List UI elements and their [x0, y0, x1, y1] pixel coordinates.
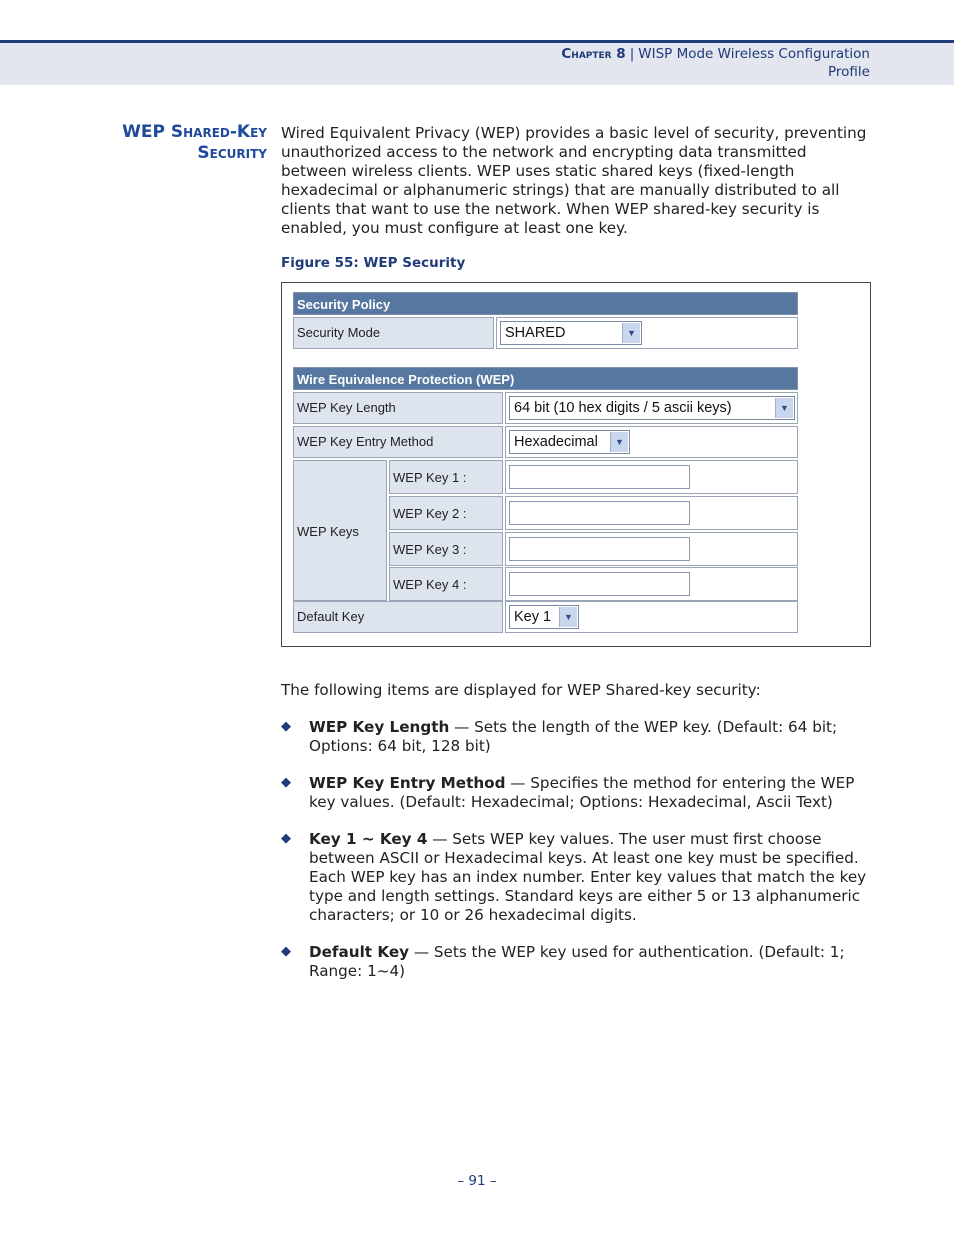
bullet-term: WEP Key Entry Method — [309, 774, 506, 792]
chevron-down-icon: ▼ — [559, 607, 577, 627]
wep-key-length-select[interactable] — [509, 396, 795, 420]
bullet-term: Key 1 ~ Key 4 — [309, 830, 428, 848]
wep-key-3-input[interactable] — [509, 537, 690, 561]
chevron-down-icon: ▼ — [610, 432, 628, 452]
wep-key-length-cell — [505, 392, 798, 424]
wep-key-3-label: WEP Key 3 : — [389, 532, 503, 566]
security-mode-value: SHARED — [505, 325, 566, 341]
wep-key-4-cell — [505, 567, 798, 601]
wep-entry-method-value: Hexadecimal — [514, 434, 598, 450]
wep-key-1-label: WEP Key 1 : — [389, 460, 503, 494]
chapter-heading — [561, 46, 870, 62]
wep-key-2-input[interactable] — [509, 501, 690, 525]
security-policy-header: Security Policy — [293, 292, 798, 315]
wep-key-4-input[interactable] — [509, 572, 690, 596]
wep-key-1-cell — [505, 460, 798, 494]
wep-key-2-cell — [505, 496, 798, 530]
wep-header: Wire Equivalence Protection (WEP) — [293, 367, 798, 390]
bullet-term: Default Key — [309, 943, 410, 961]
default-key-label: Default Key — [293, 601, 503, 633]
chapter-separator: | — [629, 46, 635, 62]
diamond-bullet-icon: ◆ — [281, 831, 291, 846]
bullet-desc: — Sets the WEP key used for authentication. (Default: 1; Range: 1~4) — [309, 943, 845, 980]
default-key-select[interactable] — [509, 605, 579, 629]
chapter-label: Chapter 8 — [561, 46, 626, 62]
section-title-line2: Security — [197, 143, 267, 163]
chevron-down-icon: ▼ — [622, 323, 640, 343]
figure-caption: Figure 55: WEP Security — [281, 255, 466, 271]
wep-key-1-input[interactable] — [509, 465, 690, 489]
wep-key-length-label: WEP Key Length — [293, 392, 503, 424]
default-key-value: Key 1 — [514, 609, 552, 625]
chevron-down-icon: ▼ — [775, 398, 793, 418]
wep-entry-method-cell — [505, 426, 798, 458]
wep-entry-method-label: WEP Key Entry Method — [293, 426, 503, 458]
diamond-bullet-icon: ◆ — [281, 775, 291, 790]
default-key-cell — [505, 601, 798, 633]
security-mode-cell — [496, 317, 798, 349]
wep-entry-method-select[interactable] — [509, 430, 630, 454]
page-number: – 91 – — [457, 1173, 497, 1189]
items-intro: The following items are displayed for WEP Shared-key security: — [281, 681, 761, 699]
section-title — [100, 122, 267, 164]
chapter-subtitle: Profile — [828, 64, 870, 80]
wep-key-3-cell — [505, 532, 798, 566]
bullet-desc: — Specifies the method for entering the WEP key values. (Default: Hexadecimal; Options: Hexadecimal, Ascii Text) — [309, 774, 855, 811]
chapter-title: WISP Mode Wireless Configuration — [638, 46, 870, 62]
figure-screenshot — [281, 282, 871, 647]
section-intro: Wired Equivalent Privacy (WEP) provides a basic level of security, preventing unauthorized access to the network and encrypting data transmitted between wireless clients. WEP uses static shared keys (fixed-length hexadecimal or alphanumeric strings) that are manually distributed to all clients that want to use the network. When WEP shared-key security is enabled, you must configure at least one key. — [281, 124, 867, 237]
diamond-bullet-icon: ◆ — [281, 719, 291, 734]
bullet-desc: — Sets the length of the WEP key. (Default: 64 bit; Options: 64 bit, 128 bit) — [309, 718, 838, 755]
security-mode-select[interactable] — [500, 321, 642, 345]
wep-key-2-label: WEP Key 2 : — [389, 496, 503, 530]
diamond-bullet-icon: ◆ — [281, 944, 291, 959]
wep-keys-label: WEP Keys — [293, 460, 387, 601]
security-mode-label: Security Mode — [293, 317, 494, 349]
bullet-term: WEP Key Length — [309, 718, 450, 736]
wep-key-length-value: 64 bit (10 hex digits / 5 ascii keys) — [514, 400, 732, 416]
section-title-line1: WEP Shared-Key — [122, 122, 267, 142]
wep-key-4-label: WEP Key 4 : — [389, 567, 503, 601]
bullet-desc: — Sets WEP key values. The user must first choose between ASCII or Hexadecimal keys. At least one key must be specified. Each WEP key has an index number. Enter key values that match the key type and length settings. Standard keys are either 5 or 13 alphanumeric characters; or 10 or 26 hexadecimal digits. — [309, 830, 867, 924]
